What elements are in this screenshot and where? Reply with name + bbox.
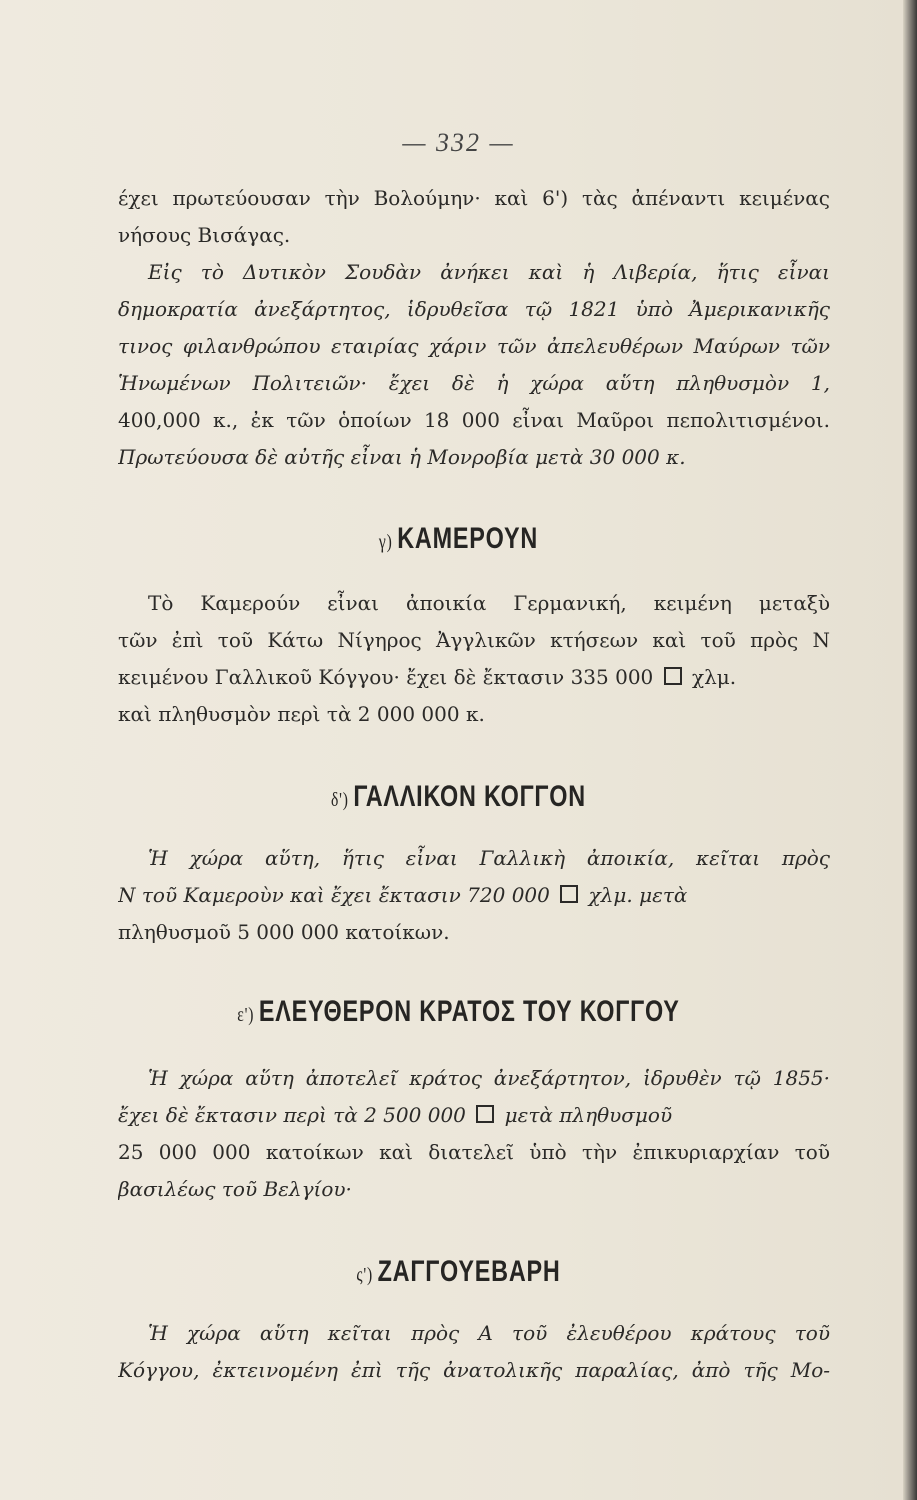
- text-line: [118, 877, 830, 914]
- section-body-zanzibar: [118, 1315, 830, 1389]
- square-symbol-icon: [476, 1105, 494, 1123]
- section-title: ΕΛΕΥΘΕΡΟΝ ΚΡΑΤΟΣ ΤΟΥ ΚΟΓΓΟΥ: [258, 995, 680, 1028]
- text-segment: κειμένου Γαλλικοῦ Κόγγου· ἔχει δὲ ἔκτασιν 335 000: [118, 665, 654, 689]
- text-line: τινος φιλανθρώπου εταιρίας χάριν τῶν ἀπελευθέρων Μαύρων τῶν: [118, 334, 830, 358]
- text-line: Κόγγου, ἐκτεινομένη ἐπὶ τῆς ἀνατολικῆς παραλίας, ἀπὸ τῆς Μο-: [118, 1358, 830, 1382]
- text-line: 25 000 000 κατοίκων καὶ διατελεῖ ὑπὸ τὴν ἐπικυριαρχίαν τοῦ: [118, 1140, 830, 1164]
- section-body-free-congo: [118, 1060, 830, 1208]
- text-line: Πρωτεύουσα δὲ αὐτῆς εἶναι ἡ Μονροβία μετὰ 30 000 κ.: [118, 445, 686, 469]
- section-title: ΚΑΜΕΡΟΥΝ: [397, 522, 539, 555]
- text-line: Ἡ χώρα αὕτη, ἥτις εἶναι Γαλλικὴ ἀποικία, κεῖται πρὸς: [148, 846, 830, 870]
- section-mark: ε'): [237, 1004, 255, 1026]
- text-line: νήσους Βισάγας.: [118, 223, 291, 247]
- text-line: δημοκρατία ἀνεξάρτητος, ἱδρυθεῖσα τῷ 1821 ὑπὸ Ἀμερικανικῆς: [118, 297, 830, 321]
- page-edge-shadow: [903, 0, 917, 1500]
- area-unit: χλμ.: [692, 665, 737, 689]
- section-body-cameroon: [118, 585, 830, 733]
- text-line: καὶ πληθυσμὸν περὶ τὰ 2 000 000 κ.: [118, 702, 485, 726]
- square-symbol-icon: [664, 667, 682, 685]
- text-line: Τὸ Καμερούν εἶναι ἀποικία Γερμανική, κειμένη μεταξὺ: [148, 591, 830, 615]
- text-segment: Ν τοῦ Καμεροὺν καὶ ἔχει ἔκτασιν 720 000: [118, 883, 550, 907]
- section-title: ΓΑΛΛΙΚΟΝ ΚΟΓΓΟΝ: [353, 780, 586, 813]
- section-mark: γ): [378, 531, 393, 553]
- text-line: Ἡνωμένων Πολιτειῶν· ἔχει δὲ ἡ χώρα αὕτη πληθυσμὸν 1,: [118, 371, 830, 395]
- text-line: Ἡ χώρα αὕτη κεῖται πρὸς Α τοῦ ἐλευθέρου κράτους τοῦ: [148, 1321, 830, 1345]
- area-unit: μετὰ πληθυσμοῦ: [504, 1103, 673, 1127]
- text-line: Ἡ χώρα αὕτη ἀποτελεῖ κράτος ἀνεξάρτητον, ἱδρυθὲν τῷ 1855·: [148, 1066, 830, 1090]
- intro-paragraph: [118, 180, 830, 476]
- area-unit: χλμ. μετὰ: [588, 883, 688, 907]
- section-heading-free-congo: [101, 995, 816, 1029]
- text-line: τῶν ἐπὶ τοῦ Κάτω Νίγηρος Ἀγγλικῶν κτήσεων καὶ τοῦ πρὸς Ν: [118, 628, 830, 652]
- text-line: 400,000 κ., ἐκ τῶν ὁποίων 18 000 εἶναι Μαῦροι πεπολιτισμένοι.: [118, 408, 830, 432]
- square-symbol-icon: [560, 885, 578, 903]
- text-segment: ἔχει δὲ ἔκτασιν περὶ τὰ 2 500 000: [118, 1103, 466, 1127]
- section-mark: ς'): [356, 1264, 373, 1286]
- section-mark: δ'): [331, 789, 349, 811]
- section-heading-cameroon: [101, 522, 816, 556]
- text-line: βασιλέως τοῦ Βελγίου·: [118, 1177, 352, 1201]
- section-heading-zanzibar: [101, 1255, 816, 1289]
- text-line: έχει πρωτεύουσαν τὴν Βολούμην· καὶ 6') τὰς ἀπέναντι κειμένας: [118, 186, 830, 210]
- section-title: ΖΑΓΓΟΥΕΒΑΡΗ: [377, 1255, 561, 1288]
- text-line: [118, 659, 830, 696]
- section-body-french-congo: [118, 840, 830, 951]
- text-line: [118, 1097, 830, 1134]
- section-heading-french-congo: [101, 780, 816, 814]
- page-number: — 332 —: [402, 128, 515, 157]
- text-line: Εἰς τὸ Δυτικὸν Σουδὰν ἀνήκει καὶ ἡ Λιβερία, ἥτις εἶναι: [148, 260, 830, 284]
- text-line: πληθυσμοῦ 5 000 000 κατοίκων.: [118, 920, 450, 944]
